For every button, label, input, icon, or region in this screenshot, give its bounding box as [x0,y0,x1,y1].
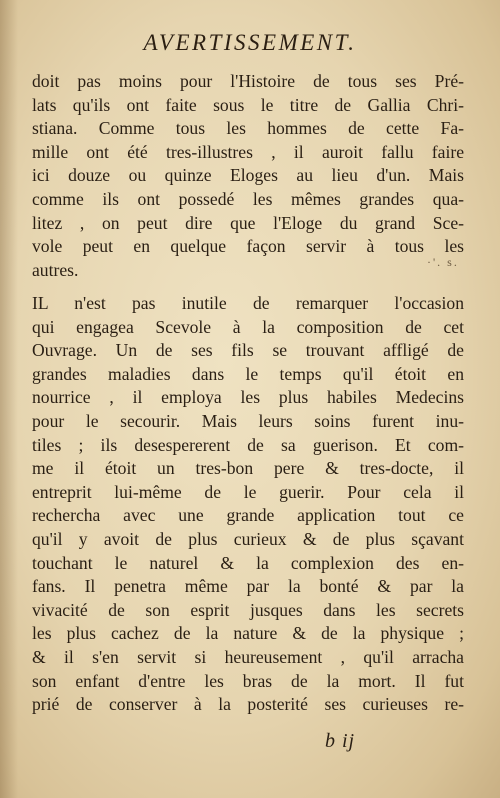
text-line: qu'il y avoit de plus curieux & de plus sçavant [32,528,464,549]
paragraph-2 [32,292,464,717]
text-line: son enfant d'entre les bras de la mort. Il fut [32,670,464,691]
text-line: prié de conserver à la posterité ses curieuses re- [32,694,464,715]
text-line: ici douze ou quinze Eloges au lieu d'un. Mais [32,165,464,186]
running-head: AVERTISSEMENT. [143,30,357,55]
paragraph-1 [32,70,464,282]
text-line: litez , on peut dire que l'Eloge du grand Sce- [32,212,464,233]
text-line: vole peut en quelque façon servir à tous les [32,236,464,257]
text-line: mille ont été tres-illustres , il auroit fallu faire [32,141,464,162]
text-line: tiles ; ils desespererent de sa guerison. Et com- [32,434,464,455]
text-line: & il s'en servit si heureusement , qu'il arracha [32,646,464,667]
text-line: grandes maladies dans le temps qu'il étoit en [32,363,464,384]
text-line: comme ils ont possedé les mêmes grandes qua- [32,188,464,209]
text-line: les plus cachez de la nature & de la physique ; [32,623,464,644]
text-line: entreprit lui-même de le guerir. Pour cela il [32,481,464,502]
text-line: stiana. Comme tous les hommes de cette Fa- [32,118,464,139]
text-line: fans. Il penetra même par la bonté & par la [32,576,464,597]
text-line: qui engagea Scevole à la composition de cet [32,316,464,337]
signature-mark: b ij [325,730,356,752]
text-line: Ouvrage. Un de ses fils se trouvant affligé de [32,340,464,361]
text-line: nourrice , il employa les plus habiles Medecins [32,387,464,408]
stray-marks: ·'. s. [427,255,459,269]
text-line: touchant le naturel & la complexion des en- [32,552,464,573]
text-line: vivacité de son esprit jusques dans les secrets [32,599,464,620]
text-line: pour le secourir. Mais leurs soins furent inu- [32,410,464,431]
text-line: autres. [32,259,79,280]
page-gutter-shadow [0,0,18,798]
text-line: doit pas moins pour l'Histoire de tous ses Pré- [32,71,464,91]
text-line: me il étoit un tres-bon pere & tres-docte, il [32,458,464,479]
text-line: rechercha avec une grande application tout ce [32,505,464,526]
text-line: IL n'est pas inutile de remarquer l'occasion [32,293,464,313]
text-line: lats qu'ils ont faite sous le titre de Gallia Chri- [32,94,464,115]
